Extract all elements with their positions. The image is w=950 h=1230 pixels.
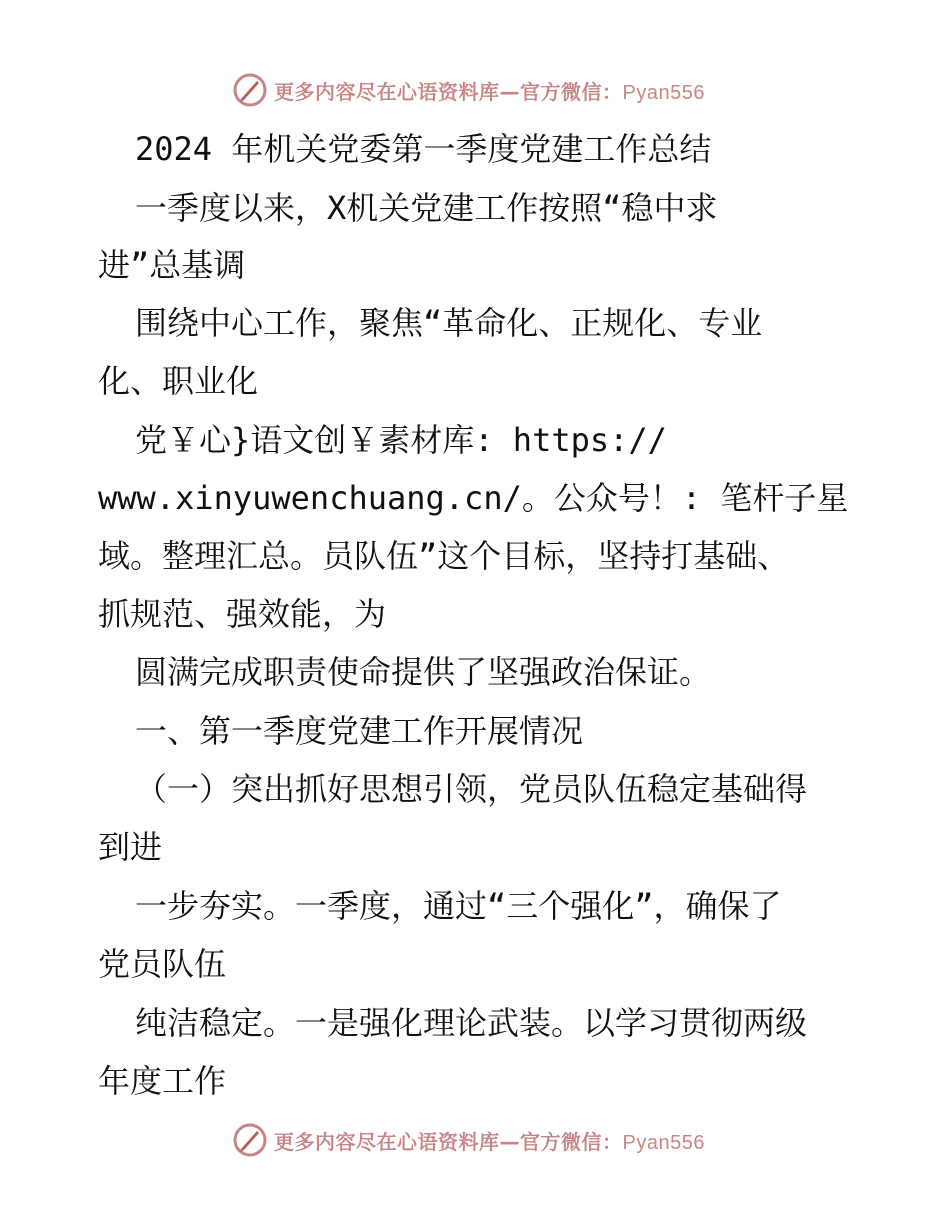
paragraph-line: 圆满完成职责使命提供了坚强政治保证。 xyxy=(135,653,712,691)
paragraph-line: 党￥心}语文创￥素材库: https:// xyxy=(135,421,667,459)
paragraph-line: 纯洁稳定。一是强化理论武装。以学习贯彻两级 xyxy=(135,1004,808,1042)
paragraph-line: 进”总基调 xyxy=(98,246,246,284)
paragraph-line: 域。整理汇总。员队伍”这个目标，坚持打基础、 xyxy=(98,537,790,575)
watermark-text: 更多内容尽在心语资料库—官方微信：Pyan556 xyxy=(274,1129,705,1154)
header-watermark xyxy=(232,70,752,110)
paragraph-line: 围绕中心工作，聚焦“革命化、正规化、专业 xyxy=(135,304,763,342)
paragraph-line: 化、职业化 xyxy=(98,362,259,400)
footer-watermark xyxy=(232,1120,752,1160)
paragraph-line: 到进 xyxy=(98,828,163,866)
section-heading: 一、第一季度党建工作开展情况 xyxy=(135,712,584,750)
paragraph-line: 党员队伍 xyxy=(98,945,227,983)
subsection-heading: （一）突出抓好思想引领，党员队伍稳定基础得 xyxy=(135,770,808,808)
paragraph-line: 一步夯实。一季度，通过“三个强化”，确保了 xyxy=(135,887,782,925)
feather-logo-icon xyxy=(232,72,268,108)
watermark-text: 更多内容尽在心语资料库—官方微信：Pyan556 xyxy=(274,79,705,104)
feather-logo-icon xyxy=(232,1122,268,1158)
document-title: 2024 年机关党委第一季度党建工作总结 xyxy=(135,130,712,168)
paragraph-line: www.xinyuwenchuang.cn/。公众号！: 笔杆子星 xyxy=(98,479,849,517)
paragraph-line: 抓规范、强效能，为 xyxy=(98,595,387,633)
paragraph-line: 年度工作 xyxy=(98,1062,227,1100)
paragraph-line: 一季度以来，X机关党建工作按照“稳中求 xyxy=(135,189,718,227)
